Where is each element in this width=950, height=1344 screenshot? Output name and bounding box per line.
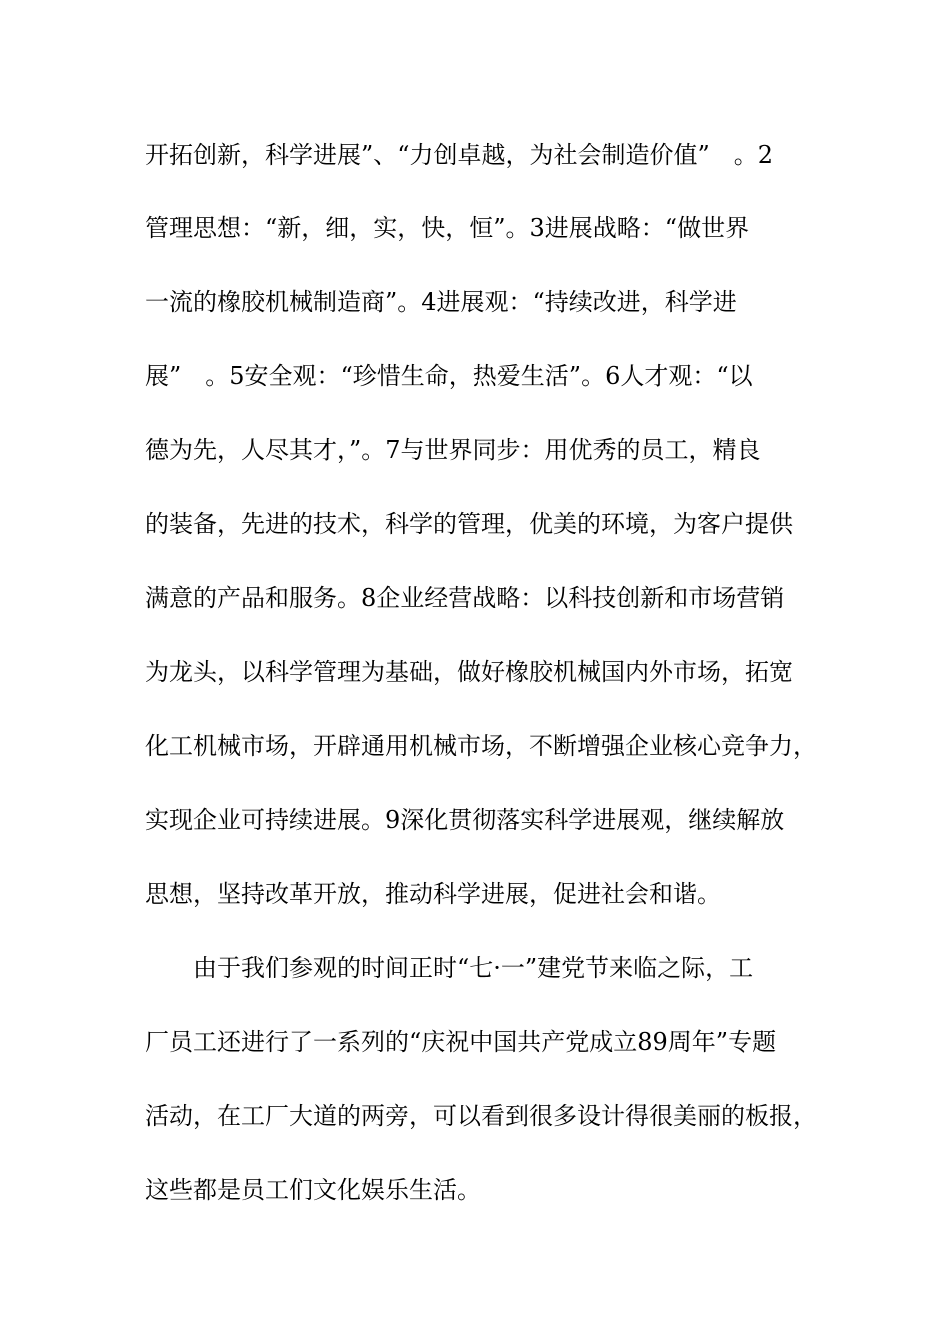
text-line-6: 的装备，先进的技术，科学的管理，优美的环境，为客户提供 bbox=[145, 510, 793, 538]
text-line-8: 为龙头，以科学管理为基础，做好橡胶机械国内外市场，拓宽 bbox=[145, 658, 793, 686]
text-line-14: 活动，在工厂大道的两旁，可以看到很多设计得很美丽的板报， bbox=[145, 1102, 817, 1130]
text-line-7: 满意的产品和服务。8企业经营战略：以科技创新和市场营销 bbox=[145, 584, 785, 612]
text-line-15: 这些都是员工们文化娱乐生活。 bbox=[145, 1176, 481, 1204]
text-line-10: 实现企业可持续进展。9深化贯彻落实科学进展观，继续解放 bbox=[145, 806, 785, 834]
text-line-11: 思想，坚持改革开放，推动科学进展，促进社会和谐。 bbox=[145, 880, 721, 908]
text-line-1: 开拓创新，科学进展”、“力创卓越，为社会制造价值” 。2 bbox=[145, 141, 774, 169]
text-line-3: 一流的橡胶机械制造商”。4进展观：“持续改进，科学进 bbox=[145, 288, 737, 316]
text-line-13: 厂员工还进行了一系列的“庆祝中国共产党成立89周年”专题 bbox=[145, 1028, 777, 1056]
text-line-9: 化工机械市场，开辟通用机械市场，不断增强企业核心竞争力， bbox=[145, 732, 817, 760]
text-line-5: 德为先，人尽其才，”。7与世界同步：用优秀的员工，精良 bbox=[145, 436, 761, 464]
text-line-12: 由于我们参观的时间正时“七·一”建党节来临之际，工 bbox=[193, 954, 754, 982]
text-line-4: 展” 。5安全观：“珍惜生命，热爱生活”。6人才观：“以 bbox=[145, 362, 753, 390]
text-line-2: 管理思想：“新，细，实，快，恒”。3进展战略：“做世界 bbox=[145, 214, 750, 242]
